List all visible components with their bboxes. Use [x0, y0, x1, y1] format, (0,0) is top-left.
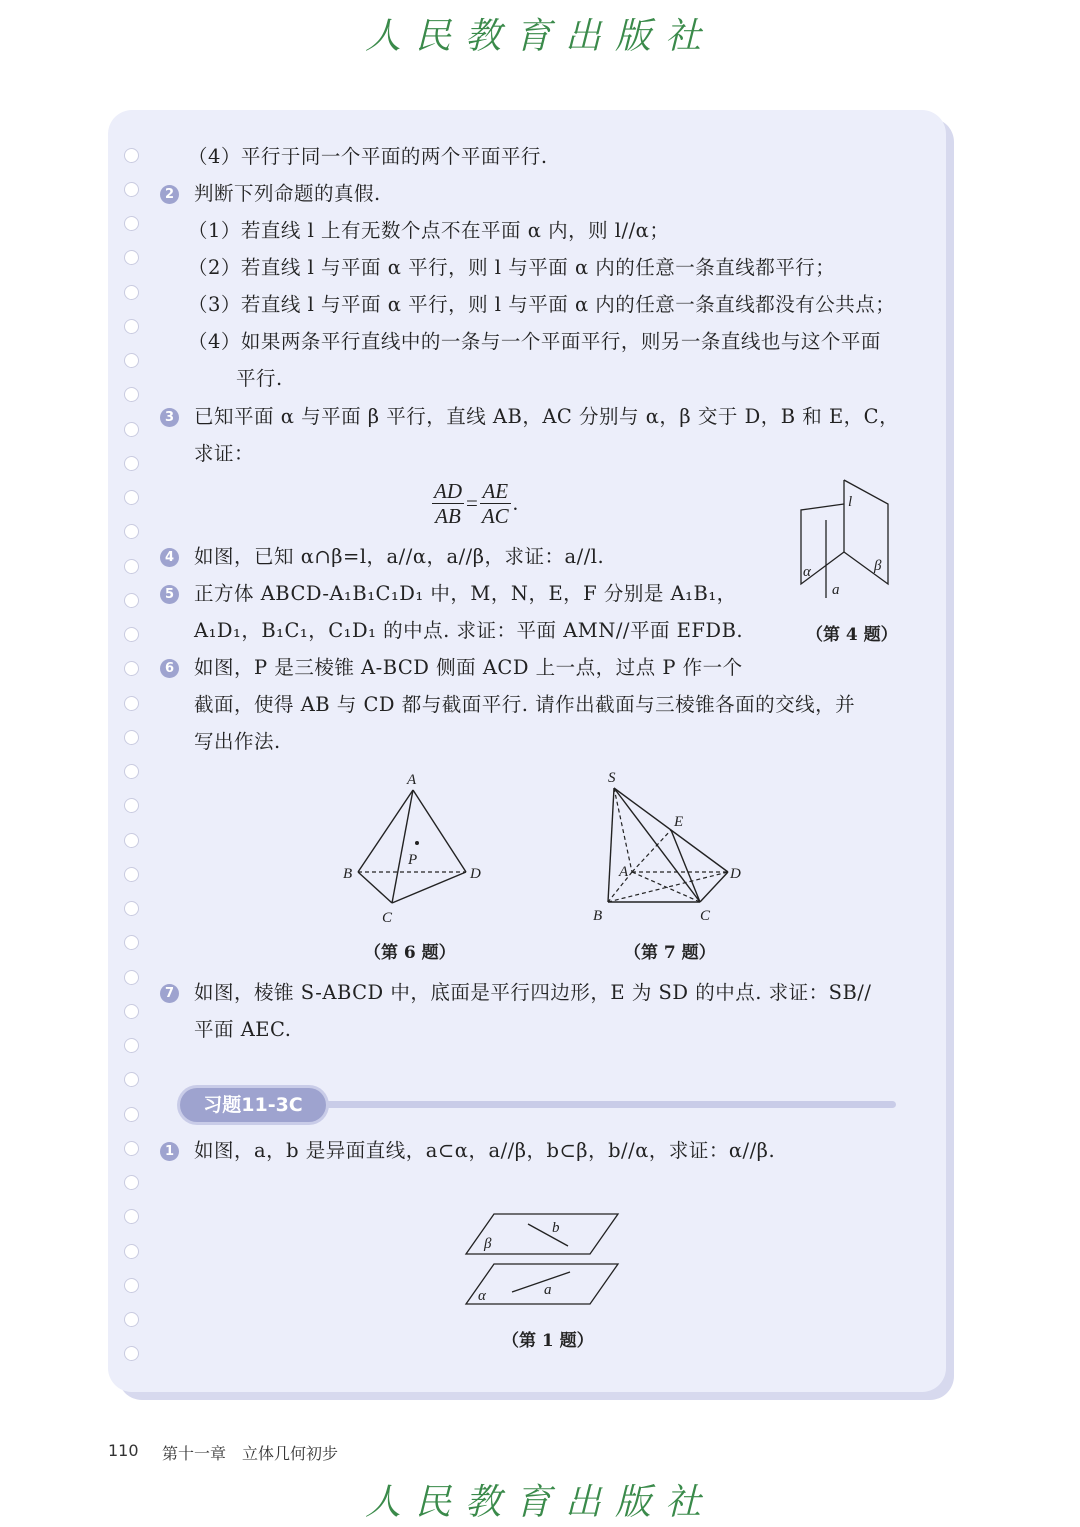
binder-hole [124, 1278, 139, 1293]
question-number-4: 4 [160, 548, 179, 567]
label-alpha: α [803, 564, 811, 580]
binder-hole [124, 1209, 139, 1224]
binder-hole [124, 387, 139, 402]
frac1-denominator: AB [435, 504, 461, 528]
chapter-title: 第十一章 立体几何初步 [162, 1444, 339, 1463]
c1-text: 如图，a，b 是异面直线，a⊂α，a//β，b⊂β，b//α，求证：α//β. [194, 1139, 776, 1162]
formula-period: . [512, 491, 518, 515]
binder-hole [124, 182, 139, 197]
q5-line-2: A₁D₁，B₁C₁，C₁D₁ 的中点. 求证：平面 AMN//平面 EFDB. [194, 619, 744, 642]
edge-CD [700, 872, 728, 902]
q2-item-4-cont: 平行. [236, 367, 283, 390]
q7-line-1: 如图，棱锥 S-ABCD 中，底面是平行四边形，E 为 SD 的中点. 求证：SB// [194, 981, 872, 1004]
binder-hole [124, 627, 139, 642]
binder-hole [124, 970, 139, 985]
q2-item-2: （2）若直线 l 与平面 α 平行，则 l 与平面 α 内的任意一条直线都平行； [188, 256, 836, 279]
binder-hole [124, 1175, 139, 1190]
binder-hole [124, 524, 139, 539]
binder-hole [124, 456, 139, 471]
edge-BC [358, 872, 392, 903]
page-number: 110 [108, 1441, 139, 1460]
edge-AC [392, 790, 413, 903]
q1-item-4: （4）平行于同一个平面的两个平面平行. [188, 145, 548, 168]
binder-hole [124, 661, 139, 676]
label-B: B [343, 866, 353, 882]
figure-1-diagram [462, 1208, 622, 1312]
label-l: l [848, 494, 853, 510]
q2-stem: 判断下列命题的真假. [194, 182, 381, 205]
figure-6-caption: （第 6 题） [364, 943, 456, 963]
figure-4-diagram [796, 476, 896, 606]
q5-line-1: 正方体 ABCD-A₁B₁C₁D₁ 中，M，N，E，F 分别是 A₁B₁， [194, 582, 737, 605]
q3-formula [432, 479, 520, 528]
q2-item-1: （1）若直线 l 上有无数个点不在平面 α 内，则 l//α； [188, 219, 670, 242]
binder-hole [124, 1244, 139, 1259]
binder-hole [124, 319, 139, 334]
label-P: P [408, 852, 418, 868]
q2-item-3: （3）若直线 l 与平面 α 平行，则 l 与平面 α 内的任意一条直线都没有公共点； [188, 293, 896, 316]
binder-hole [124, 1346, 139, 1361]
binder-hole [124, 422, 139, 437]
label-D: D [470, 866, 481, 882]
binder-hole [124, 1141, 139, 1156]
binder-hole [124, 696, 139, 711]
edge-CD [392, 872, 466, 903]
binder-hole [124, 730, 139, 745]
binder-hole [124, 1072, 139, 1087]
binder-hole [124, 285, 139, 300]
binder-hole [124, 1038, 139, 1053]
figure-7-caption: （第 7 题） [624, 943, 716, 963]
binder-hole [124, 867, 139, 882]
binder-hole [124, 559, 139, 574]
binder-hole [124, 250, 139, 265]
binder-hole [124, 593, 139, 608]
q6-line-3: 写出作法. [194, 730, 281, 753]
label-beta: β [874, 558, 882, 574]
frac2-denominator: AC [481, 504, 509, 528]
publisher-header: 人民教育出版社 [364, 16, 715, 57]
publisher-footer: 人民教育出版社 [364, 1482, 715, 1523]
binder-hole [124, 901, 139, 916]
label-beta: β [484, 1236, 492, 1252]
figure-1-caption: （第 1 题） [502, 1331, 594, 1351]
binder-hole [124, 148, 139, 163]
question-number-7: 7 [160, 984, 179, 1003]
label-C: C [382, 910, 393, 926]
question-number-2: 2 [160, 185, 179, 204]
binder-hole [124, 798, 139, 813]
question-number-6: 6 [160, 659, 179, 678]
q6-line-1: 如图，P 是三棱锥 A-BCD 侧面 ACD 上一点，过点 P 作一个 [194, 656, 743, 679]
binder-hole [124, 490, 139, 505]
line-a [512, 1272, 570, 1292]
label-E: E [674, 814, 684, 830]
binder-hole [124, 1004, 139, 1019]
label-b: b [552, 1220, 560, 1236]
q2-item-4: （4）如果两条平行直线中的一条与一个平面平行，则另一条直线也与这个平面 [188, 330, 881, 353]
line-b [528, 1224, 568, 1246]
binder-hole [124, 1107, 139, 1122]
frac1-numerator: AD [434, 479, 462, 503]
binder-hole [124, 353, 139, 368]
section-title: 习题11-3C [180, 1088, 326, 1122]
binder-hole [124, 833, 139, 848]
edge-SB [608, 788, 614, 902]
label-a: a [544, 1282, 552, 1298]
binder-hole [124, 935, 139, 950]
q6-line-2: 截面，使得 AB 与 CD 都与截面平行. 请作出截面与三棱锥各面的交线，并 [194, 693, 856, 716]
label-A: A [407, 772, 417, 788]
label-A: A [619, 864, 629, 880]
edge-AD [413, 790, 466, 872]
binder-hole [124, 1312, 139, 1327]
point-P [415, 841, 419, 845]
q3-line-2: 求证： [194, 442, 255, 465]
label-C: C [700, 908, 711, 924]
frac2-numerator: AE [480, 479, 511, 504]
figure-4-caption: （第 4 题） [806, 625, 898, 645]
q4-text: 如图，已知 α∩β=l，a//α，a//β，求证：a//l. [194, 545, 605, 568]
binder-hole [124, 764, 139, 779]
question-number-c1: 1 [160, 1142, 179, 1161]
binder-hole [124, 216, 139, 231]
q3-line-1: 已知平面 α 与平面 β 平行，直线 AB，AC 分别与 α，β 交于 D，B 和 E，C， [194, 405, 900, 428]
label-S: S [608, 770, 616, 786]
equals-sign: = [466, 491, 478, 515]
question-number-5: 5 [160, 585, 179, 604]
label-B: B [593, 908, 603, 924]
label-alpha: α [478, 1288, 486, 1304]
q7-line-2: 平面 AEC. [194, 1018, 292, 1041]
label-D: D [730, 866, 741, 882]
question-number-3: 3 [160, 408, 179, 427]
label-a: a [832, 582, 840, 598]
plane-alpha [466, 1264, 618, 1304]
edge-AE [632, 830, 671, 872]
figure-7-diagram [588, 766, 748, 926]
figure-6-diagram [338, 770, 488, 930]
